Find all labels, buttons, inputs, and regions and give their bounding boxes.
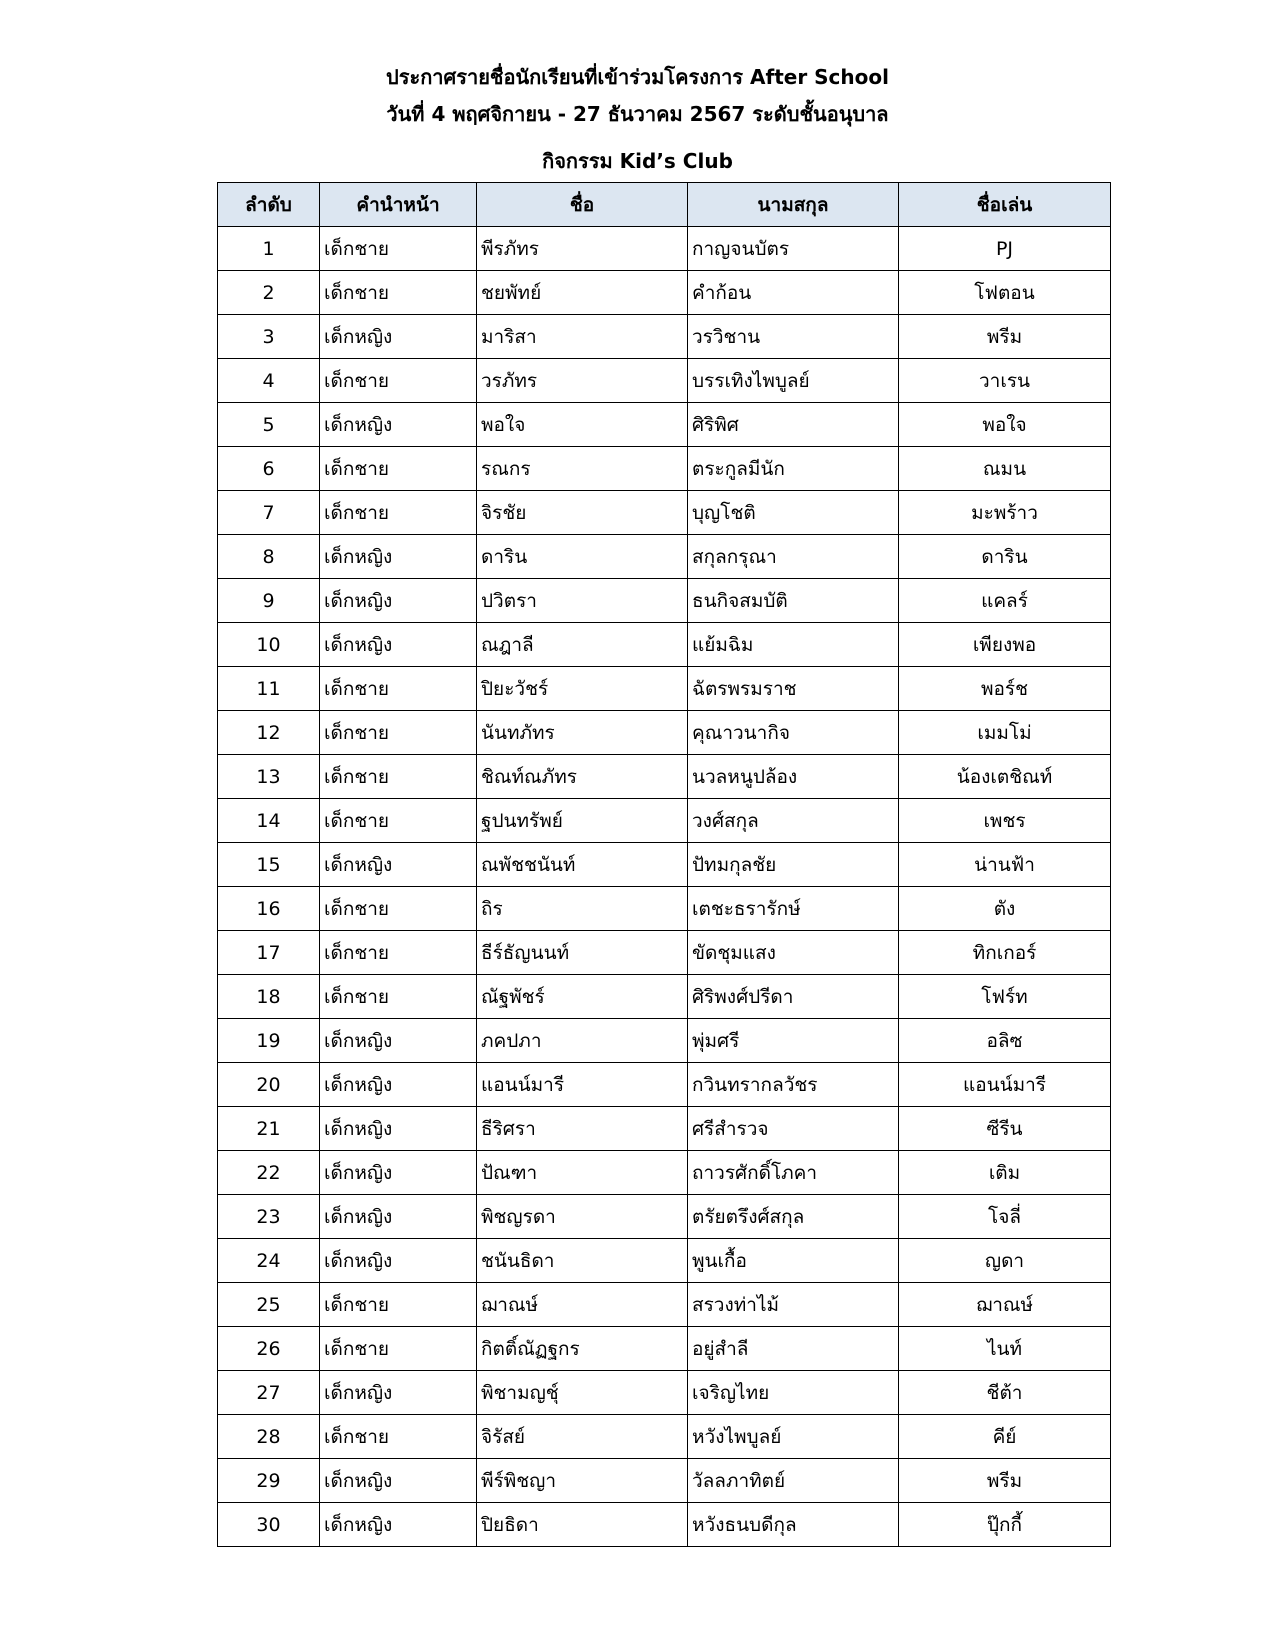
cell-nickname: พอร์ช [899, 667, 1111, 711]
cell-prefix: เด็กหญิง [320, 403, 477, 447]
cell-nickname: PJ [899, 227, 1111, 271]
cell-first-name: ปัณฑา [477, 1151, 688, 1195]
cell-nickname: เพชร [899, 799, 1111, 843]
cell-last-name: แย้มฉิม [688, 623, 899, 667]
cell-nickname: น่านฟ้า [899, 843, 1111, 887]
cell-number: 9 [218, 579, 320, 623]
cell-prefix: เด็กหญิง [320, 623, 477, 667]
cell-first-name: ปวิตรา [477, 579, 688, 623]
cell-number: 11 [218, 667, 320, 711]
cell-last-name: ตระกูลมีนัก [688, 447, 899, 491]
table-row [218, 667, 1111, 711]
cell-prefix: เด็กชาย [320, 799, 477, 843]
cell-first-name: ณฎาลี [477, 623, 688, 667]
cell-first-name: ปิยธิดา [477, 1503, 688, 1547]
cell-nickname: คีย์ [899, 1415, 1111, 1459]
cell-last-name: คุณาวนากิจ [688, 711, 899, 755]
cell-number: 19 [218, 1019, 320, 1063]
cell-number: 29 [218, 1459, 320, 1503]
table-row [218, 491, 1111, 535]
cell-prefix: เด็กชาย [320, 227, 477, 271]
cell-first-name: แอนน์มารี [477, 1063, 688, 1107]
cell-first-name: ถิร [477, 887, 688, 931]
table-row [218, 1371, 1111, 1415]
cell-first-name: จิรัสย์ [477, 1415, 688, 1459]
page-title: ประกาศรายชื่อนักเรียนที่เข้าร่วมโครงการ After School [386, 65, 889, 89]
table-row [218, 1283, 1111, 1327]
cell-last-name: บรรเทิงไพบูลย์ [688, 359, 899, 403]
page-subtitle-date: วันที่ 4 พฤศจิกายน - 27 ธันวาคม 2567 ระดับชั้นอนุบาล [386, 102, 889, 126]
cell-prefix: เด็กชาย [320, 447, 477, 491]
cell-last-name: สรวงท่าไม้ [688, 1283, 899, 1327]
activity-heading: กิจกรรม Kid’s Club [542, 149, 733, 173]
cell-nickname: โฟร์ท [899, 975, 1111, 1019]
cell-number: 3 [218, 315, 320, 359]
cell-prefix: เด็กหญิง [320, 1107, 477, 1151]
table-row [218, 315, 1111, 359]
cell-nickname: ซีรีน [899, 1107, 1111, 1151]
cell-prefix: เด็กหญิง [320, 1019, 477, 1063]
cell-last-name: คำก้อน [688, 271, 899, 315]
cell-prefix: เด็กชาย [320, 491, 477, 535]
table-row [218, 931, 1111, 975]
cell-last-name: พูนเกื้อ [688, 1239, 899, 1283]
cell-last-name: เตชะธรารักษ์ [688, 887, 899, 931]
cell-last-name: ตรัยตรึงศ์สกุล [688, 1195, 899, 1239]
cell-prefix: เด็กหญิง [320, 535, 477, 579]
cell-number: 28 [218, 1415, 320, 1459]
cell-nickname: พรีม [899, 315, 1111, 359]
cell-prefix: เด็กหญิง [320, 1195, 477, 1239]
cell-last-name: วัลลภาทิตย์ [688, 1459, 899, 1503]
cell-nickname: ญดา [899, 1239, 1111, 1283]
cell-last-name: ฉัตรพรมราช [688, 667, 899, 711]
table-row [218, 1107, 1111, 1151]
column-header-first-name: ชื่อ [477, 183, 688, 227]
cell-first-name: นันทภัทร [477, 711, 688, 755]
cell-prefix: เด็กหญิง [320, 1151, 477, 1195]
cell-first-name: รณกร [477, 447, 688, 491]
table-row [218, 1019, 1111, 1063]
column-header-prefix: คำนำหน้า [320, 183, 477, 227]
cell-first-name: พิชญรดา [477, 1195, 688, 1239]
cell-prefix: เด็กหญิง [320, 1239, 477, 1283]
cell-number: 14 [218, 799, 320, 843]
cell-number: 8 [218, 535, 320, 579]
cell-number: 13 [218, 755, 320, 799]
cell-prefix: เด็กชาย [320, 975, 477, 1019]
cell-nickname: ปุ๊กกี้ [899, 1503, 1111, 1547]
cell-nickname: เพียงพอ [899, 623, 1111, 667]
cell-last-name: ขัดชุมแสง [688, 931, 899, 975]
cell-prefix: เด็กหญิง [320, 1063, 477, 1107]
cell-nickname: ทิกเกอร์ [899, 931, 1111, 975]
cell-last-name: กวินทรากลวัชร [688, 1063, 899, 1107]
cell-prefix: เด็กหญิง [320, 843, 477, 887]
cell-first-name: พีร์พิชญา [477, 1459, 688, 1503]
table-row [218, 975, 1111, 1019]
cell-nickname: ชีต้า [899, 1371, 1111, 1415]
cell-prefix: เด็กชาย [320, 931, 477, 975]
cell-prefix: เด็กหญิง [320, 579, 477, 623]
cell-first-name: พีรภัทร [477, 227, 688, 271]
cell-first-name: ชยพัทย์ [477, 271, 688, 315]
cell-prefix: เด็กหญิง [320, 1371, 477, 1415]
cell-number: 12 [218, 711, 320, 755]
cell-prefix: เด็กหญิง [320, 1459, 477, 1503]
cell-prefix: เด็กหญิง [320, 315, 477, 359]
table-row [218, 359, 1111, 403]
table-row [218, 755, 1111, 799]
table-row [218, 535, 1111, 579]
cell-number: 22 [218, 1151, 320, 1195]
cell-nickname: อลิซ [899, 1019, 1111, 1063]
cell-first-name: พอใจ [477, 403, 688, 447]
table-row [218, 1151, 1111, 1195]
column-header-nickname: ชื่อเล่น [899, 183, 1111, 227]
table-row [218, 271, 1111, 315]
table-row [218, 623, 1111, 667]
table-row [218, 1239, 1111, 1283]
cell-last-name: หวังไพบูลย์ [688, 1415, 899, 1459]
cell-first-name: พิชามญชุ์ [477, 1371, 688, 1415]
cell-prefix: เด็กชาย [320, 887, 477, 931]
cell-number: 24 [218, 1239, 320, 1283]
cell-last-name: หวังธนบดีกุล [688, 1503, 899, 1547]
cell-nickname: ฌาณษ์ [899, 1283, 1111, 1327]
cell-nickname: โฟตอน [899, 271, 1111, 315]
cell-prefix: เด็กหญิง [320, 1503, 477, 1547]
cell-number: 15 [218, 843, 320, 887]
cell-first-name: ชนันธิดา [477, 1239, 688, 1283]
table-row [218, 227, 1111, 271]
cell-nickname: น้องเตชิณท์ [899, 755, 1111, 799]
cell-nickname: ไนท์ [899, 1327, 1111, 1371]
cell-last-name: พุ่มศรี [688, 1019, 899, 1063]
cell-number: 25 [218, 1283, 320, 1327]
cell-number: 4 [218, 359, 320, 403]
cell-nickname: ตัง [899, 887, 1111, 931]
cell-first-name: กิตติ์ณัฏฐกร [477, 1327, 688, 1371]
cell-first-name: ชิณท์ณภัทร [477, 755, 688, 799]
cell-number: 6 [218, 447, 320, 491]
cell-first-name: ฐปนทรัพย์ [477, 799, 688, 843]
cell-number: 21 [218, 1107, 320, 1151]
column-header-number: ลำดับ [218, 183, 320, 227]
cell-nickname: วาเรน [899, 359, 1111, 403]
table-row [218, 843, 1111, 887]
cell-first-name: ปิยะวัชร์ [477, 667, 688, 711]
cell-number: 7 [218, 491, 320, 535]
cell-number: 26 [218, 1327, 320, 1371]
cell-last-name: กาญจนบัตร [688, 227, 899, 271]
cell-last-name: นวลหนูปล้อง [688, 755, 899, 799]
cell-first-name: ดาริน [477, 535, 688, 579]
cell-prefix: เด็กชาย [320, 1283, 477, 1327]
table-row [218, 1195, 1111, 1239]
cell-last-name: ศรีสำรวจ [688, 1107, 899, 1151]
cell-nickname: พรีม [899, 1459, 1111, 1503]
cell-first-name: มาริสา [477, 315, 688, 359]
cell-last-name: เจริญไทย [688, 1371, 899, 1415]
cell-last-name: อยู่สำลี [688, 1327, 899, 1371]
table-row [218, 1327, 1111, 1371]
cell-first-name: ณพัชชนันท์ [477, 843, 688, 887]
cell-first-name: ฌาณษ์ [477, 1283, 688, 1327]
table-row [218, 1415, 1111, 1459]
cell-last-name: ศิริพิศ [688, 403, 899, 447]
cell-last-name: ปัทมกุลชัย [688, 843, 899, 887]
cell-nickname: โจลี่ [899, 1195, 1111, 1239]
table-row [218, 1503, 1111, 1547]
cell-prefix: เด็กชาย [320, 1415, 477, 1459]
cell-first-name: จิรชัย [477, 491, 688, 535]
cell-nickname: แอนน์มารี [899, 1063, 1111, 1107]
cell-number: 23 [218, 1195, 320, 1239]
table-row [218, 711, 1111, 755]
cell-prefix: เด็กชาย [320, 359, 477, 403]
cell-first-name: ณัฐพัชร์ [477, 975, 688, 1019]
cell-number: 30 [218, 1503, 320, 1547]
cell-nickname: เติม [899, 1151, 1111, 1195]
cell-number: 1 [218, 227, 320, 271]
table-row [218, 799, 1111, 843]
table-row [218, 447, 1111, 491]
cell-prefix: เด็กชาย [320, 755, 477, 799]
table-row [218, 1063, 1111, 1107]
table-row [218, 403, 1111, 447]
cell-first-name: ภคปภา [477, 1019, 688, 1063]
cell-last-name: ศิริพงศ์ปรีดา [688, 975, 899, 1019]
cell-first-name: วรภัทร [477, 359, 688, 403]
cell-last-name: บุญโชติ [688, 491, 899, 535]
cell-last-name: วรวิชาน [688, 315, 899, 359]
student-table [217, 182, 1111, 1547]
cell-number: 27 [218, 1371, 320, 1415]
cell-nickname: ดาริน [899, 535, 1111, 579]
cell-last-name: วงศ์สกุล [688, 799, 899, 843]
cell-nickname: มะพร้าว [899, 491, 1111, 535]
cell-number: 20 [218, 1063, 320, 1107]
cell-number: 17 [218, 931, 320, 975]
cell-number: 16 [218, 887, 320, 931]
table-header-row [218, 183, 1111, 227]
cell-prefix: เด็กชาย [320, 667, 477, 711]
cell-nickname: ณมน [899, 447, 1111, 491]
cell-nickname: พอใจ [899, 403, 1111, 447]
cell-prefix: เด็กชาย [320, 1327, 477, 1371]
cell-nickname: แคลร์ [899, 579, 1111, 623]
cell-last-name: สกุลกรุณา [688, 535, 899, 579]
cell-last-name: ธนกิจสมบัติ [688, 579, 899, 623]
cell-last-name: ถาวรศักดิ์โภคา [688, 1151, 899, 1195]
cell-first-name: ธีร์ธัญนนท์ [477, 931, 688, 975]
cell-prefix: เด็กชาย [320, 711, 477, 755]
cell-number: 2 [218, 271, 320, 315]
table-row [218, 1459, 1111, 1503]
cell-number: 5 [218, 403, 320, 447]
cell-number: 18 [218, 975, 320, 1019]
cell-nickname: เมมโม่ [899, 711, 1111, 755]
table-row [218, 887, 1111, 931]
column-header-last-name: นามสกุล [688, 183, 899, 227]
cell-first-name: ธีริศรา [477, 1107, 688, 1151]
table-row [218, 579, 1111, 623]
cell-prefix: เด็กชาย [320, 271, 477, 315]
cell-number: 10 [218, 623, 320, 667]
